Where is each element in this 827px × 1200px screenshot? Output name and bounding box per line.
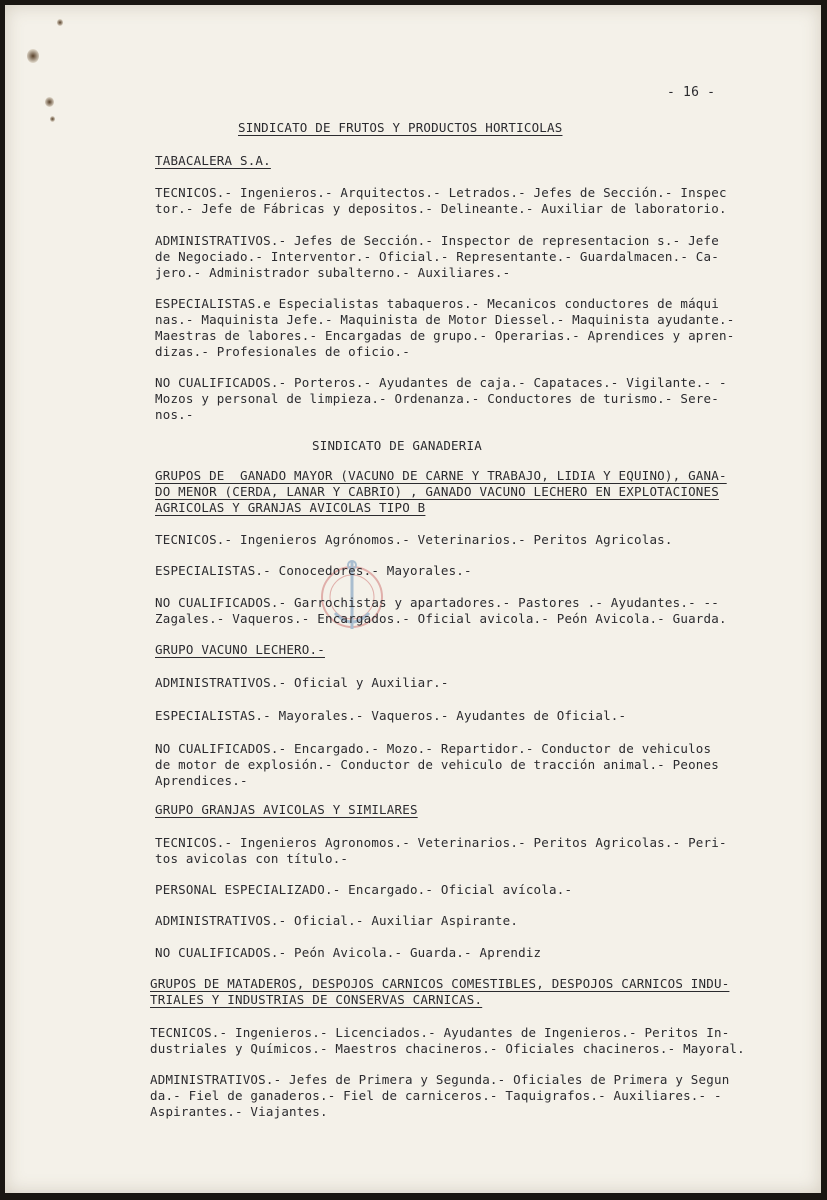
text-line: NO CUALIFICADOS.- Encargado.- Mozo.- Repartidor.- Conductor de vehiculos xyxy=(155,741,712,756)
text-line: jero.- Administrador subalterno.- Auxiliares.- xyxy=(155,265,511,280)
text-line: NO CUALIFICADOS.- Porteros.- Ayudantes de caja.- Capataces.- Vigilante.- - xyxy=(155,375,727,390)
text-line: ADMINISTRATIVOS.- Jefes de Primera y Segunda.- Oficiales de Primera y Segun xyxy=(150,1072,730,1087)
text-line: NO CUALIFICADOS.- Peón Avicola.- Guarda.- Aprendiz xyxy=(155,945,542,960)
text-line: Aprendices.- xyxy=(155,773,248,788)
text-line: tor.- Jefe de Fábricas y depositos.- Delineante.- Auxiliar de laboratorio. xyxy=(155,201,727,216)
text-line: TECNICOS.- Ingenieros.- Licenciados.- Ayudantes de Ingenieros.- Peritos In- xyxy=(150,1025,730,1040)
section-title: SINDICATO DE FRUTOS Y PRODUCTOS HORTICOLAS xyxy=(238,120,563,135)
text-line: nos.- xyxy=(155,407,194,422)
subsection-heading: DO MENOR (CERDA, LANAR Y CABRIO) , GANADO VACUNO LECHERO EN EXPLOTACIONES xyxy=(155,484,719,499)
text-line: ESPECIALISTAS.e Especialistas tabaqueros.- Mecanicos conductores de máqui xyxy=(155,296,719,311)
text-line: ESPECIALISTAS.- Conocedores.- Mayorales.- xyxy=(155,563,472,578)
text-line: dizas.- Profesionales de oficio.- xyxy=(155,344,410,359)
text-line: TECNICOS.- Ingenieros Agronomos.- Veterinarios.- Peritos Agricolas.- Peri- xyxy=(155,835,727,850)
text-line: de motor de explosión.- Conductor de vehiculo de tracción animal.- Peones xyxy=(155,757,719,772)
text-line: de Negociado.- Interventor.- Oficial.- Representante.- Guardalmacen.- Ca- xyxy=(155,249,719,264)
subsection-heading: AGRICOLAS Y GRANJAS AVICOLAS TIPO B xyxy=(155,500,426,515)
subsection-heading: GRUPOS DE GANADO MAYOR (VACUNO DE CARNE Y TRABAJO, LIDIA Y EQUINO), GANA- xyxy=(155,468,727,483)
text-line: nas.- Maquinista Jefe.- Maquinista de Motor Diessel.- Maquinista ayudante.- xyxy=(155,312,735,327)
text-line: tos avicolas con título.- xyxy=(155,851,349,866)
document-page xyxy=(5,5,821,1193)
subsection-heading: GRUPOS DE MATADEROS, DESPOJOS CARNICOS COMESTIBLES, DESPOJOS CARNICOS INDU- xyxy=(150,976,730,991)
text-line: Aspirantes.- Viajantes. xyxy=(150,1104,328,1119)
subsection-heading: GRUPO VACUNO LECHERO.- xyxy=(155,642,325,657)
text-line: ADMINISTRATIVOS.- Oficial y Auxiliar.- xyxy=(155,675,449,690)
text-line: TECNICOS.- Ingenieros Agrónomos.- Veterinarios.- Peritos Agricolas. xyxy=(155,532,673,547)
text-line: Maestras de labores.- Encargadas de grupo.- Operarias.- Aprendices y apren- xyxy=(155,328,735,343)
text-line: PERSONAL ESPECIALIZADO.- Encargado.- Oficial avícola.- xyxy=(155,882,573,897)
subsection-heading: TABACALERA S.A. xyxy=(155,153,271,168)
text-line: ADMINISTRATIVOS.- Jefes de Sección.- Inspector de representacion s.- Jefe xyxy=(155,233,719,248)
page-number: - 16 - xyxy=(667,85,716,100)
text-line: ADMINISTRATIVOS.- Oficial.- Auxiliar Aspirante. xyxy=(155,913,519,928)
text-line: Mozos y personal de limpieza.- Ordenanza.- Conductores de turismo.- Sere- xyxy=(155,391,719,406)
text-line: Zagales.- Vaqueros.- Encargados.- Oficial avicola.- Peón Avicola.- Guarda. xyxy=(155,611,727,626)
subsection-heading: GRUPO GRANJAS AVICOLAS Y SIMILARES xyxy=(155,802,418,817)
text-line: NO CUALIFICADOS.- Garrochistas y apartadores.- Pastores .- Ayudantes.- -- xyxy=(155,595,719,610)
text-line: da.- Fiel de ganaderos.- Fiel de carniceros.- Taquigrafos.- Auxiliares.- - xyxy=(150,1088,722,1103)
text-line: dustriales y Químicos.- Maestros chacineros.- Oficiales chacineros.- Mayoral. xyxy=(150,1041,745,1056)
text-line: ESPECIALISTAS.- Mayorales.- Vaqueros.- Ayudantes de Oficial.- xyxy=(155,708,627,723)
subsection-heading: TRIALES Y INDUSTRIAS DE CONSERVAS CARNICAS. xyxy=(150,992,483,1007)
section-title: SINDICATO DE GANADERIA xyxy=(312,438,482,453)
text-line: TECNICOS.- Ingenieros.- Arquitectos.- Letrados.- Jefes de Sección.- Inspec xyxy=(155,185,727,200)
